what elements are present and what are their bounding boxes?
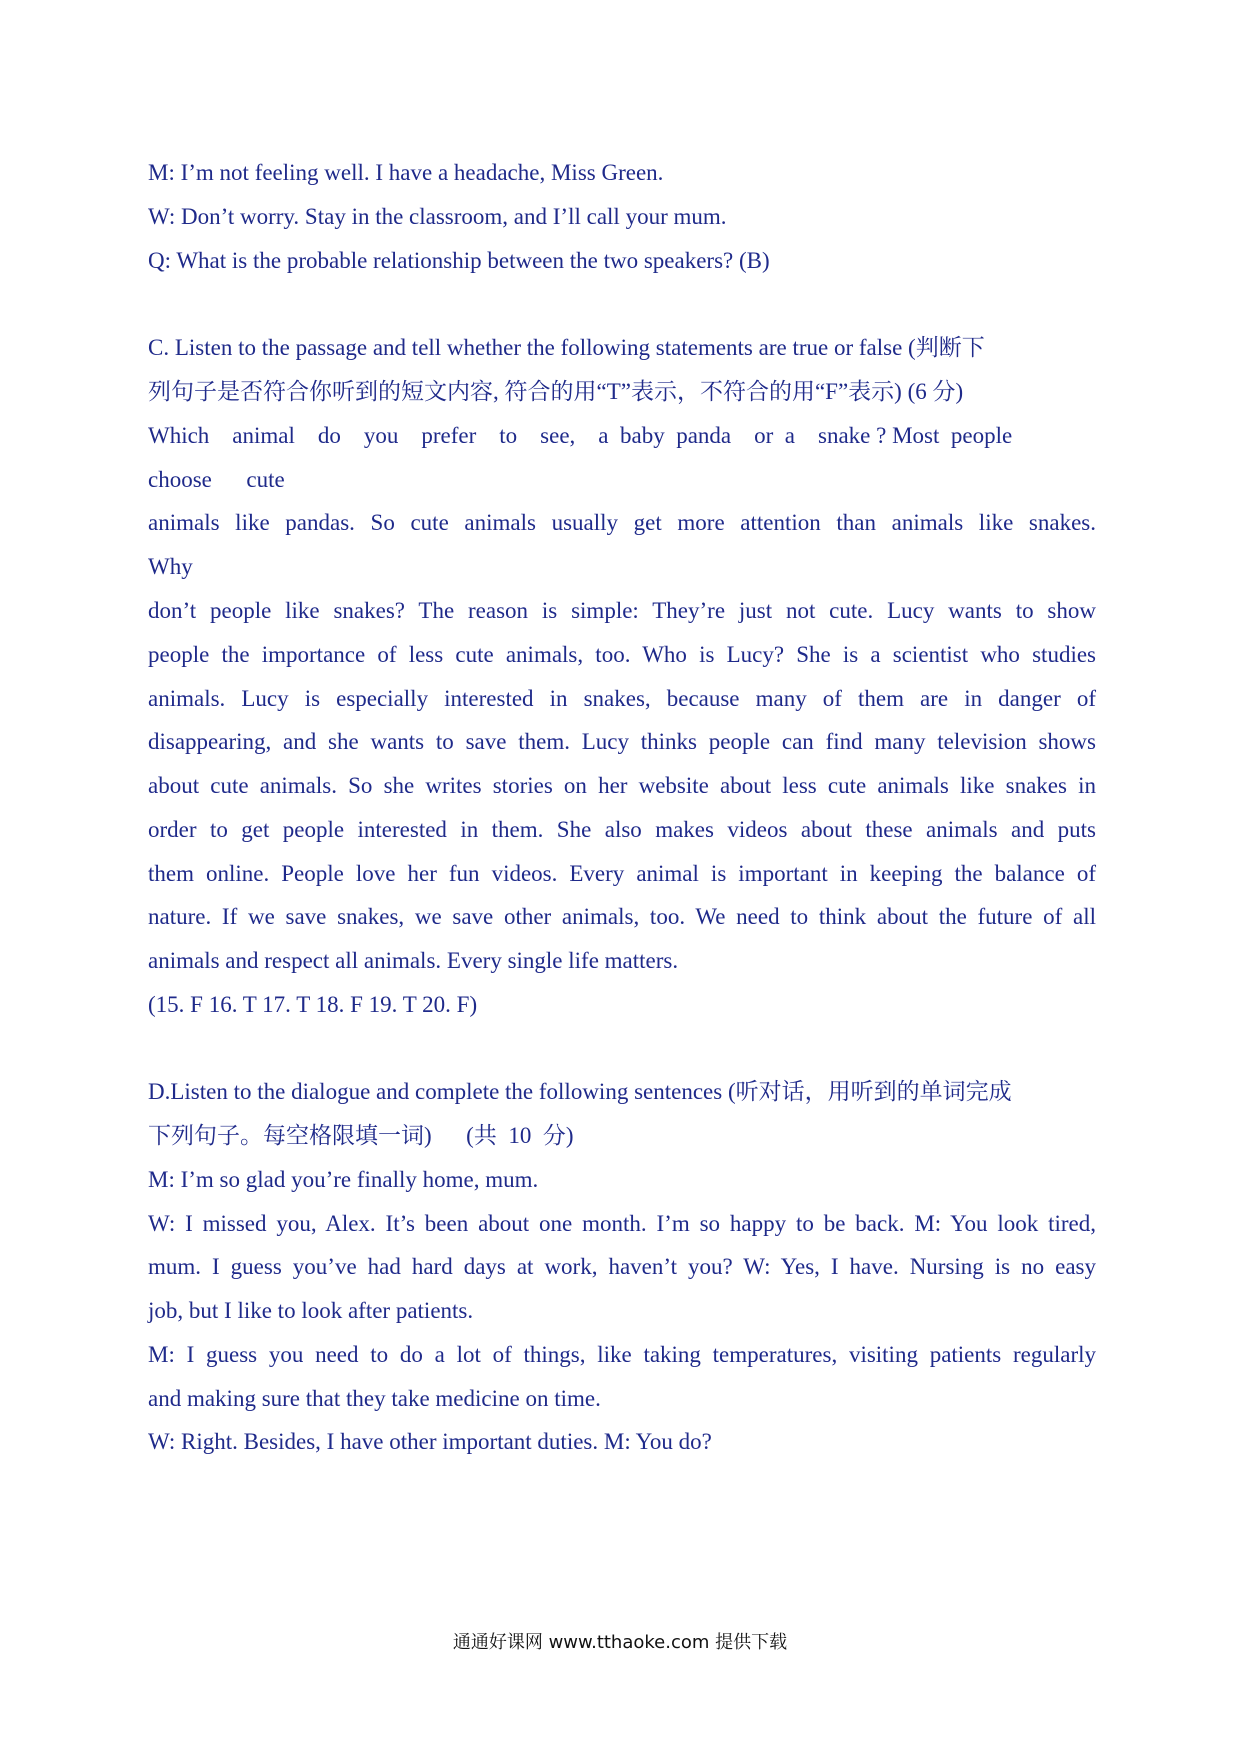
dialogue-line: mum. I guess you’ve had hard days at work, haven’t you? W: Yes, I have. Nursing is no easy [148,1254,1096,1279]
dialogue-line: W: I missed you, Alex. It’s been about one month. I’m so happy to be back. M: You look tired, [148,1211,1096,1236]
dialogue-line: M: I’m not feeling well. I have a headache, Miss Green. [148,160,664,185]
section-d-heading: 下列句子。每空格限填一词) (共 10 分) [148,1123,574,1148]
dialogue-line: M: I’m so glad you’re finally home, mum. [148,1167,539,1192]
passage-line: Why [148,554,193,579]
dialogue-line: M: I guess you need to do a lot of things, like taking temperatures, visiting patients regularly [148,1342,1096,1367]
passage-line: nature. If we save snakes, we save other animals, too. We need to think about the future of all [148,904,1096,929]
passage-line: animals and respect all animals. Every single life matters. [148,948,679,973]
passage-line: animals. Lucy is especially interested in snakes, because many of them are in danger of [148,686,1096,711]
passage-line: Which animal do you prefer to see, a baby panda or a snake ? Most people [148,423,1013,448]
question-line: Q: What is the probable relationship between the two speakers? (B) [148,248,770,273]
passage-line: choose cute [148,467,285,492]
dialogue-line: and making sure that they take medicine on time. [148,1386,601,1411]
answer-key: (15. F 16. T 17. T 18. F 19. T 20. F) [148,992,478,1017]
page-footer: 通通好课网 www.tthaoke.com 提供下载 [452,1632,788,1653]
dialogue-line: W: Right. Besides, I have other important duties. M: You do? [148,1429,712,1454]
section-d-heading: D.Listen to the dialogue and complete the following sentences (听对话，用听到的单词完成 [148,1079,1012,1104]
passage-line: order to get people interested in them. She also makes videos about these animals and puts [148,817,1096,842]
passage-line: disappearing, and she wants to save them. Lucy thinks people can find many television shows [148,729,1096,754]
passage-line: people the importance of less cute animals, too. Who is Lucy? She is a scientist who studies [148,642,1096,667]
dialogue-line: W: Don’t worry. Stay in the classroom, and I’ll call your mum. [148,204,727,229]
passage-line: animals like pandas. So cute animals usually get more attention than animals like snakes. [148,510,1096,535]
passage-line: don’t people like snakes? The reason is simple: They’re just not cute. Lucy wants to show [148,598,1096,623]
passage-line: them online. People love her fun videos. Every animal is important in keeping the balance of [148,861,1096,886]
section-c-heading: C. Listen to the passage and tell whether the following statements are true or false (判断下 [148,335,985,360]
dialogue-line: job, but I like to look after patients. [148,1298,474,1323]
passage-line: about cute animals. So she writes stories on her website about less cute animals like snakes in [148,773,1096,798]
section-c-heading: 列句子是否符合你听到的短文内容, 符合的用“T”表示，不符合的用“F”表示) (6 分) [148,379,964,404]
